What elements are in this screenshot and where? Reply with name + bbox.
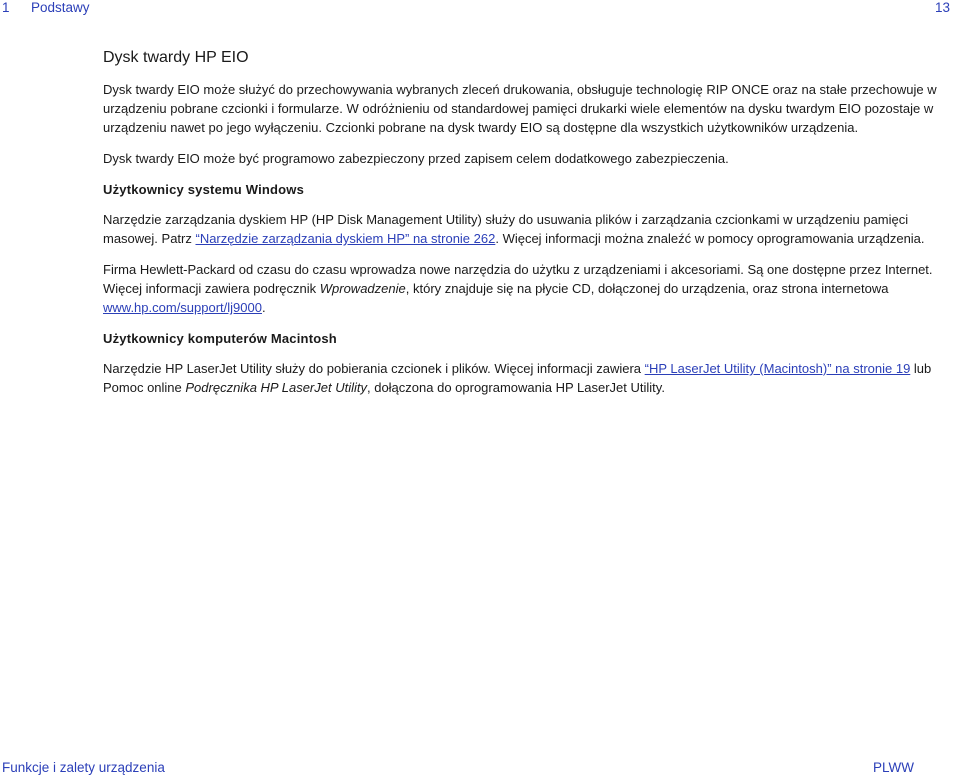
windows-paragraph-2 — [103, 260, 960, 317]
windows-paragraph-1 — [103, 210, 960, 248]
section-title: Dysk twardy HP EIO — [103, 49, 249, 66]
write-protect-paragraph: Dysk twardy EIO może być programowo zabezpieczony przed zapisem celem dodatkowego zabezpieczenia. — [103, 151, 729, 166]
windows-p2-text-pre: Firma Hewlett-Packard od czasu do czasu wprowadza nowe narzędzia do użytku z urządzeniami i akcesoriami. Są one dostępne przez Internet. Więcej informacji zawiera podręcznik — [103, 262, 933, 296]
mac-users-heading: Użytkownicy komputerów Macintosh — [103, 331, 337, 346]
footer-section-link[interactable]: Funkcje i zalety urządzenia — [2, 760, 165, 775]
mac-p1-text-pre: Narzędzie HP LaserJet Utility służy do pobierania czcionek i plików. Więcej informacji zawiera — [103, 361, 645, 376]
guide-title-italic: Wprowadzenie — [319, 281, 406, 296]
windows-p2-text-post: . — [261, 300, 266, 315]
hp-support-url-link[interactable]: www.hp.com/support/lj9000 — [103, 300, 262, 315]
mac-p1-text-post: , dołączona do oprogramowania HP LaserJet Utility. — [366, 380, 665, 395]
intro-paragraph: Dysk twardy EIO może służyć do przechowywania wybranych zleceń drukowania, obsługuje technologię RIP ONCE oraz na stałe przechowuje w urządzeniu pobrane czcionki i formularze. W odróżnieniu od standardowej pamięci drukarki wiele elementów na dysku twardym EIO pozostaje w urządzeniu nawet po jego wyłączeniu. Czcionki pobrane na dysk twardy EIO są dostępne dla wszystkich użytkowników urządzenia. — [103, 82, 937, 135]
laserjet-utility-link[interactable]: “HP LaserJet Utility (Macintosh)” na stronie 19 — [644, 361, 911, 376]
mac-p1-text-mid: lub Pomoc online — [103, 361, 932, 395]
page-header — [0, 0, 960, 20]
windows-p1-text-post: . Więcej informacji można znaleźć w pomocy oprogramowania urządzenia. — [495, 231, 925, 246]
windows-p2-text-mid: , który znajduje się na płycie CD, dołączonej do urządzenia, oraz strona internetowa — [405, 281, 889, 296]
document-body — [103, 48, 960, 409]
chapter-number: 1 — [2, 0, 10, 15]
chapter-title-link[interactable]: Podstawy — [31, 0, 90, 15]
disk-management-link[interactable]: “Narzędzie zarządzania dyskiem HP” na stronie 262 — [195, 231, 496, 246]
footer-locale: PLWW — [873, 760, 914, 775]
windows-p1-text-pre: Narzędzie zarządzania dyskiem HP (HP Disk Management Utility) służy do usuwania plików i zarządzania czcionkami w urządzeniu pamięci masowej. Patrz — [103, 212, 909, 246]
mac-paragraph — [103, 359, 960, 397]
page-footer — [0, 757, 960, 775]
page-number: 13 — [934, 0, 950, 15]
windows-users-heading: Użytkownicy systemu Windows — [103, 182, 305, 197]
utility-guide-italic: Podręcznika HP LaserJet Utility — [185, 380, 367, 395]
